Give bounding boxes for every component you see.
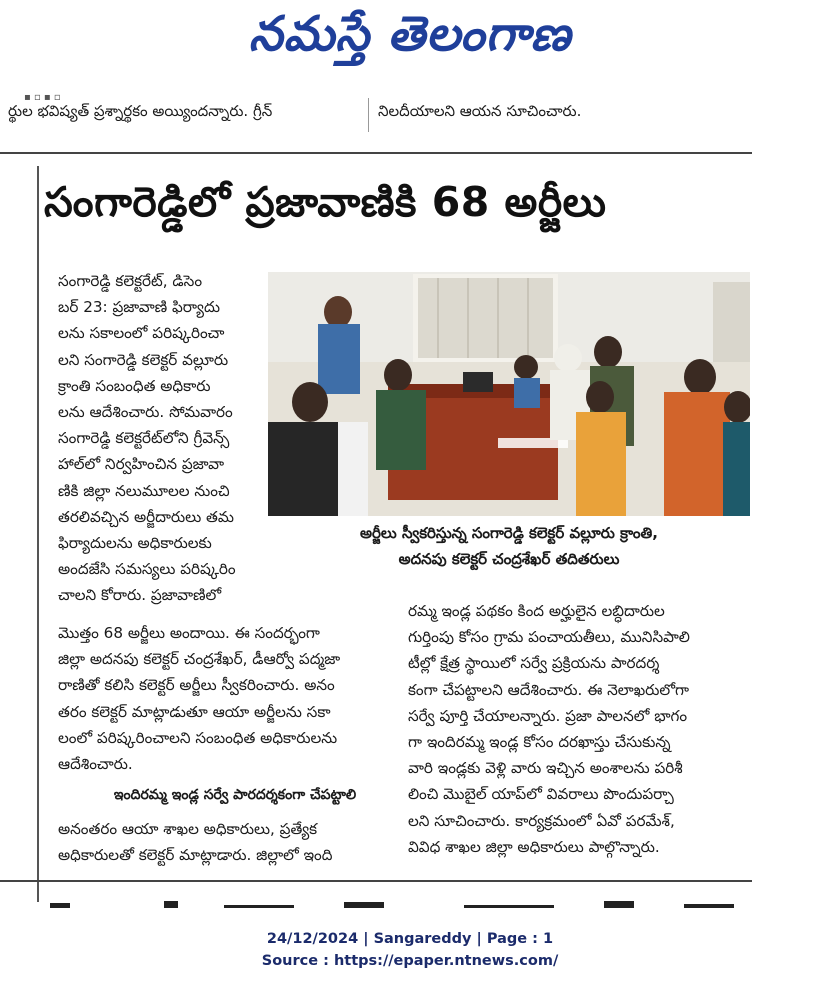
section-rule-top [0, 152, 752, 154]
article-column-left-narrow [58, 268, 262, 609]
text-line: ణికి జిల్లా నలుమూలల నుంచి [58, 481, 230, 500]
text-line: తరం కలెక్టర్ మాట్లాడుతూ ఆయా అర్జీలను సకా [58, 702, 331, 721]
text-line: బర్ 23: ప్రజావాణి ఫిర్యాదు [58, 298, 220, 317]
text-line: అనంతరం ఆయా శాఖల అధికారులు, ప్రత్యేక [58, 820, 318, 838]
text-line: హాల్‌లో నిర్వహించిన ప్రజావా [58, 455, 225, 474]
photo-illustration [268, 272, 750, 516]
text-line: లను ఆదేశించారు. సోమవారం [58, 403, 233, 422]
footer-source: Source : https://epaper.ntnews.com/ [261, 953, 559, 969]
cut-glyph-remnants: ▪ ▫ ▪ ▫ [24, 92, 61, 103]
text-line: సంగారెడ్డి కలెక్టరేట్, డిసెం [58, 272, 203, 290]
article-column-left-bottom [58, 816, 408, 868]
text-line: సంగారెడ్డి కలెక్టరేట్‌లోని గ్రీవెన్స్ [58, 429, 230, 448]
text-line: క్రాంతి సంబంధిత అధికారు [58, 376, 211, 395]
text-line: తరలివచ్చిన అర్జీదారులు తమ [58, 507, 234, 526]
cut-headline-remnants [44, 899, 744, 908]
text-line: లని సూచించారు. కార్యక్రమంలో ఏవో పరమేశ్, [408, 811, 675, 830]
column-divider-top [368, 98, 369, 132]
newspaper-title: నమస్తే తెలంగాణ [248, 6, 572, 62]
text-line: జిల్లా అదనపు కలెక్టర్ చంద్రశేఖర్, డీఆర్వో పద్మజా [58, 650, 341, 669]
caption-line: అర్జీలు స్వీకరిస్తున్న సంగారెడ్డి కలెక్టర్ వల్లూరు క్రాంతి, [360, 524, 658, 542]
fragment-left: ర్థుల భవిష్యత్ ప్రశ్నార్థకం అయ్యిందన్నారు. గ్రీన్ [8, 102, 273, 120]
article-subheading: ఇందిరమ్మ ఇండ్ల సర్వే పారదర్శకంగా చేపట్టాలి [113, 787, 357, 803]
text-line: అధికారులతో కలెక్టర్ మాట్లాడారు. జిల్లాలో ఇంది [58, 846, 333, 865]
text-line: ఫిర్యాదులను అధికారులకు [58, 534, 212, 553]
footer-date-edition: 24/12/2024 | Sangareddy | Page : 1 [266, 931, 554, 947]
text-line: గా ఇందిరమ్మ ఇండ్ల కోసం దరఖాస్తు చేసుకున్న [408, 733, 671, 752]
text-line: ఆదేశించారు. [58, 755, 133, 774]
text-line: కంగా చేపట్టాలని ఆదేశించారు. ఈ నెలాఖరులోగా [408, 680, 690, 699]
text-line: మొత్తం 68 అర్జీలు అందాయి. ఈ సందర్భంగా [58, 624, 320, 642]
section-rule-bottom [0, 880, 752, 882]
previous-article-fragment [0, 92, 750, 154]
fragment-right: నిలదీయాలని ఆయన సూచించారు. [378, 102, 582, 120]
text-line: గుర్తింపు కోసం గ్రామ పంచాయతీలు, మునిసిపాలి [408, 628, 690, 647]
caption-line: అదనపు కలెక్టర్ చంద్రశేఖర్ తదితరులు [398, 550, 620, 568]
masthead [0, 0, 820, 80]
article-left-border [37, 166, 39, 902]
page-footer [0, 928, 820, 972]
article-headline: సంగారెడ్డిలో ప్రజావాణికి 68 అర్జీలు [44, 178, 607, 226]
text-line: లను సకాలంలో పరిష్కరించా [58, 324, 225, 343]
text-line: రాణితో కలిసి కలెక్టర్ అర్జీలు స్వీకరించారు. అనం [58, 676, 335, 695]
news-photo [268, 272, 750, 516]
text-line: టీల్లో క్షేత్ర స్థాయిలో సర్వే ప్రక్రియను పారదర్శ [408, 654, 660, 673]
text-line: అందజేసి సమస్యలు పరిష్కరిం [58, 560, 236, 579]
text-line: సర్వే పూర్తి చేయాలన్నారు. ప్రజా పాలనలో భాగం [408, 706, 688, 725]
photo-caption [268, 520, 750, 572]
article-column-right [408, 598, 748, 860]
text-line: లని సంగారెడ్డి కలెక్టర్ వల్లూరు [58, 350, 229, 369]
next-article-fragment [44, 896, 744, 908]
text-line: లంలో పరిష్కరించాలని సంబంధిత అధికారులను [58, 728, 338, 747]
text-line: వారి ఇండ్లకు వెళ్లి వారు ఇచ్చిన అంశాలను పరిశీ [408, 759, 683, 778]
text-line: వివిధ శాఖల జిల్లా అధికారులు పాల్గొన్నారు. [408, 837, 660, 856]
article-column-left-wide [58, 620, 408, 777]
text-line: చాలని కోరారు. ప్రజావాణిలో [58, 586, 222, 605]
text-line: రమ్మ ఇండ్ల పథకం కింద అర్హులైన లబ్ధిదారుల [408, 602, 665, 620]
text-line: లించి మొబైల్ యాప్‌లో వివరాలు పొందుపర్చా [408, 785, 674, 804]
